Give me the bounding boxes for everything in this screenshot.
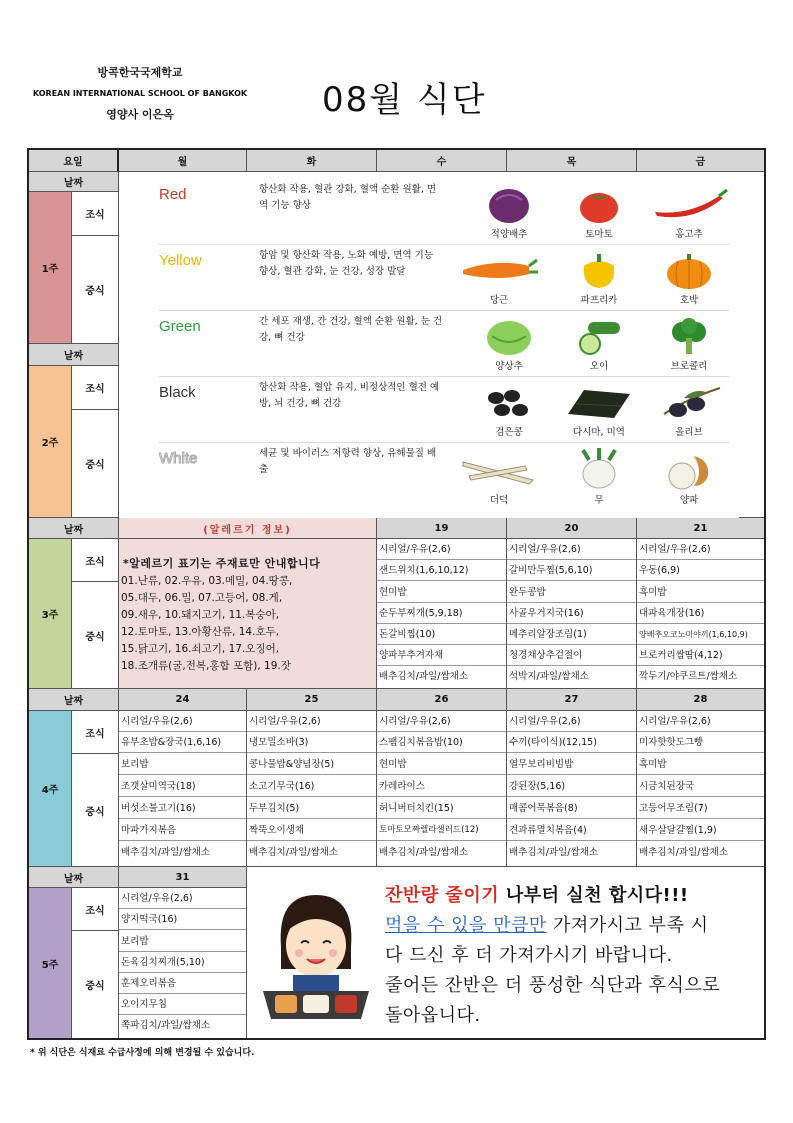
menu-item: 배추김치/과일/쌈채소 [249,847,338,858]
breakfast-label: 조식 [72,192,119,236]
date-27: 27 [507,689,637,711]
allergy-info [119,539,377,689]
message-text: 가져가시고 부족 시 [546,915,709,936]
menu-item: 짝뚝오이생채 [247,820,376,841]
veg-name: 적양배추 [490,229,528,240]
day-header-wed: 수 [377,150,507,172]
day-header-mon: 월 [119,150,247,172]
veg-seaweed [559,384,639,438]
veg-cucumber [559,318,639,372]
veg-name: 파프리카 [580,295,618,306]
veg-lettuce [469,318,549,372]
menu-item: 시리얼/우유(2,6) [637,539,764,560]
page-title: 08월 식단 [322,80,487,120]
menu-item: 새우살달걀찜(1,9) [637,820,764,841]
nutrition-desc: 세균 및 바이러스 저항력 향상, 유해물질 배출 [259,448,437,475]
waste-message-panel [247,867,764,1038]
nutrition-color-label: Yellow [159,252,202,269]
nutrition-desc: 항암 및 항산화 작용, 노화 예방, 면역 기능 향상, 혈관 강화, 눈 건강, 성장 발달 [259,250,434,277]
veg-onion [649,448,729,506]
meal-cell-21 [637,539,764,689]
menu-item: 브로커리쌈땀(4,12) [637,645,764,666]
veg-name: 브로콜리 [670,361,708,372]
date-31: 31 [119,867,247,888]
menu-item: 콩나물밥&양념장(5) [247,754,376,775]
message-line-5: 돌아옵니다. [385,1005,481,1026]
lettuce-icon [484,318,534,356]
breakfast-label: 조식 [72,711,119,754]
menu-item: 토마토모짜렐라샐러드(12) [377,820,506,841]
date-24: 24 [119,689,247,711]
menu-item: 배추김치/과일/쌈채소 [379,671,468,682]
menu-item: 양배추오코노미야끼(1,6,10,9) [637,624,764,645]
allergy-notice: *알레르기 표기는 주재료만 안내합니다 [123,557,321,570]
paprika-icon [576,252,622,290]
pumpkin-icon [664,252,714,290]
date-label: 날짜 [29,172,119,192]
menu-item: 대파육개장(16) [637,603,764,624]
nutrition-desc: 항산화 작용, 혈압 유지, 비정상적인 혈전 예방, 뇌 건강, 뼈 건강 [259,382,440,409]
veg-broccoli [649,318,729,372]
message-line-4: 줄어든 잔반은 더 풍성한 식단과 후식으로 [385,975,721,996]
onion-icon [664,448,714,490]
meal-cell-24 [119,711,247,867]
menu-item: 우동(6,9) [637,560,764,581]
nutrition-row-yellow [159,244,729,311]
veg-chili [649,186,729,240]
menu-item: 돈갈비찜(10) [377,624,506,645]
school-name-en: KOREAN INTERNATIONAL SCHOOL OF BANGKOK [32,89,248,98]
menu-item: 두부김치(5) [247,798,376,819]
meal-cell-27 [507,711,637,867]
allergy-line: 05.대두, 06.밀, 07.고등어, 08.게, [121,592,283,604]
allergy-line: 18.조개류(굴,전복,홍합 포함), 19.잣 [121,660,291,672]
veg-name: 올리브 [675,427,703,438]
menu-item: 견과류멸치볶음(4) [507,820,636,841]
menu-item: 배추김치/과일/쌈채소 [639,847,728,858]
day-header-tue: 화 [247,150,377,172]
week-2-label: 2주 [29,366,72,518]
week-3-label: 3주 [29,539,72,689]
menu-item: 청경채상추겉절이 [507,645,636,666]
veg-tomato [559,186,639,240]
date-label: 날짜 [29,689,119,711]
veg-name: 홍고추 [675,229,703,240]
menu-item: 미자핫핫도그빵 [637,732,764,753]
chili-icon [649,186,729,224]
menu-item: 시리얼/우유(2,6) [377,539,506,560]
date-21: 21 [637,518,764,539]
school-name-kr: 방콕한국국제학교 [97,66,183,79]
date-20: 20 [507,518,637,539]
menu-item: 수끼(타이식)(12,15) [507,732,636,753]
meal-cell-26 [377,711,507,867]
nutrition-color-label: Green [159,318,201,335]
menu-item: 마파가지볶음 [119,820,246,841]
message-line-1 [385,881,689,911]
breakfast-label: 조식 [72,888,119,931]
meal-cell-31 [119,888,247,1038]
menu-item: 현미밥 [377,754,506,775]
carrot-icon [459,252,539,290]
breakfast-label: 조식 [72,539,119,582]
menu-item: 배추김치/과일/쌈채소 [121,847,210,858]
menu-table [27,148,766,1040]
breakfast-label: 조식 [72,366,119,410]
veg-name: 양상추 [495,361,523,372]
week-5-label: 5주 [29,888,72,1038]
menu-item: 시리얼/우유(2,6) [247,711,376,732]
lunch-label: 중식 [72,582,119,689]
date-label: 날짜 [29,518,119,539]
footnote: * 위 식단은 식재료 수급사정에 의해 변경될 수 있습니다. [30,1048,255,1058]
allergy-list [121,573,292,675]
black-beans-icon [484,384,534,422]
message-highlight-red: 잔반량 줄이기 [385,885,500,906]
menu-item: 샌드위치(1,6,10,12) [377,560,506,581]
veg-name: 더덕 [489,495,509,506]
veg-name: 당근 [489,295,509,306]
menu-item: 훈제오리볶음 [119,973,246,994]
day-header-thu: 목 [507,150,637,172]
veg-name: 양파 [679,495,699,506]
menu-item: 강된장(5,16) [507,776,636,797]
menu-item: 시리얼/우유(2,6) [119,888,246,909]
nutrition-desc: 간 세포 재생, 간 건강, 혈액 순환 원활, 눈 건강, 뼈 건강 [259,316,443,343]
message-line-3: 다 드신 후 더 가져가시기 바랍니다. [385,945,673,966]
lunch-label: 중식 [72,410,119,518]
veg-olive [649,384,729,438]
lunch-label: 중식 [72,754,119,867]
menu-item: 쪽파김치/과일/쌈채소 [121,1020,210,1031]
message-text: 나부터 실천 합시다!!! [499,885,689,906]
date-26: 26 [377,689,507,711]
menu-item: 시리얼/우유(2,6) [507,539,636,560]
lunch-label: 중식 [72,931,119,1038]
menu-item: 현미밥 [377,582,506,603]
menu-item: 보리밥 [119,754,246,775]
meal-cell-25 [247,711,377,867]
menu-item: 조갯살미역국(18) [119,776,246,797]
school-info [20,62,260,125]
message-line-2 [385,911,709,941]
menu-item: 순두부찌개(5,9,18) [377,603,506,624]
date-label: 날짜 [29,867,119,888]
menu-item: 고등어무조림(7) [637,798,764,819]
veg-name: 다시마, 미역 [573,427,625,438]
menu-item: 스팸김치볶음밥(10) [377,732,506,753]
menu-item: 카레라이스 [377,776,506,797]
red-cabbage-icon [486,186,532,224]
nutrition-row-white [159,442,729,508]
date-19: 19 [377,518,507,539]
veg-paprika [559,252,639,306]
menu-item: 배추김치/과일/쌈채소 [509,847,598,858]
menu-item: 석박지/과일/쌈채소 [509,671,589,682]
meal-cell-28 [637,711,764,867]
menu-item: 흑미밥 [637,754,764,775]
veg-name: 무 [594,495,604,506]
allergy-line: 01.난류, 02.우유, 03.메밀, 04.땅콩, [121,575,293,587]
date-28: 28 [637,689,764,711]
menu-item: 오이지무침 [119,994,246,1015]
menu-item: 냉모밀소바(3) [247,732,376,753]
menu-item: 돈육김치찌개(5,10) [119,952,246,973]
veg-black-beans [469,384,549,438]
menu-item: 소고기무국(16) [247,776,376,797]
deodeok-icon [459,452,539,490]
day-header-fri: 금 [637,150,764,172]
menu-item: 양파부추겨자채 [377,645,506,666]
week-4-label: 4주 [29,711,72,867]
menu-item: 시리얼/우유(2,6) [507,711,636,732]
girl-with-tray-icon [257,887,375,1027]
menu-item: 메추리알장조림(1) [507,624,636,645]
veg-pumpkin [649,252,729,306]
lunch-label: 중식 [72,236,119,344]
nutrition-color-label: Black [159,384,196,401]
allergy-line: 15.닭고기, 16.쇠고기, 17.오징어, [121,643,280,655]
radish-icon [569,448,629,490]
menu-item: 사골우거지국(16) [507,603,636,624]
allergy-title: (알레르기 정보) [119,518,377,539]
menu-item: 양지떡국(16) [119,909,246,930]
menu-item: 흑미밥 [637,582,764,603]
veg-name: 오이 [589,361,609,372]
menu-item: 깍두기/야쿠르트/쌈채소 [639,671,738,682]
menu-item: 갈비만두찜(5,6,10) [507,560,636,581]
menu-item: 배추김치/과일/쌈채소 [379,847,468,858]
olive-icon [654,384,724,422]
veg-name: 검은콩 [495,427,523,438]
menu-item: 시리얼/우유(2,6) [119,711,246,732]
menu-item: 보리밥 [119,931,246,952]
menu-item: 시리얼/우유(2,6) [637,711,764,732]
menu-item: 완두콩밥 [507,582,636,603]
seaweed-icon [564,384,634,422]
menu-item: 시금치된장국 [637,776,764,797]
nutritionist: 영양사 이은옥 [106,108,174,121]
menu-item: 버섯소불고기(16) [119,798,246,819]
message-highlight-blue: 먹을 수 있을 만큼만 [385,915,547,936]
veg-deodeok [459,452,539,506]
nutrition-info [119,174,739,519]
nutrition-row-red [159,178,729,245]
menu-item: 유부초밥&장국(1,6,16) [119,732,246,753]
allergy-line: 09.새우, 10.돼지고기, 11.복숭아, [121,609,280,621]
nutrition-row-green [159,310,729,377]
veg-red-cabbage [469,186,549,240]
menu-item: 시리얼/우유(2,6) [377,711,506,732]
nutrition-color-label: White [159,450,198,467]
menu-item: 열무보리비빔밥 [507,754,636,775]
veg-name: 토마토 [585,229,613,240]
nutrition-desc: 항산화 작용, 혈관 강화, 혈액 순환 원활, 면역 기능 향상 [259,184,437,211]
veg-radish [559,448,639,506]
date-25: 25 [247,689,377,711]
week-1-label: 1주 [29,192,72,344]
cucumber-icon [574,318,624,356]
menu-item: 허니버터치킨(15) [377,798,506,819]
broccoli-icon [666,318,712,356]
meal-cell-20 [507,539,637,689]
tomato-icon [576,186,622,224]
menu-item: 매콤어묵볶음(8) [507,798,636,819]
veg-carrot [459,252,539,306]
yoil-header: 요일 [29,150,119,172]
allergy-line: 12.토마토, 13.아황산류, 14.호두, [121,626,280,638]
veg-name: 호박 [679,295,699,306]
nutrition-row-black [159,376,729,443]
meal-cell-19 [377,539,507,689]
nutrition-color-label: Red [159,186,187,203]
date-label: 날짜 [29,344,119,366]
